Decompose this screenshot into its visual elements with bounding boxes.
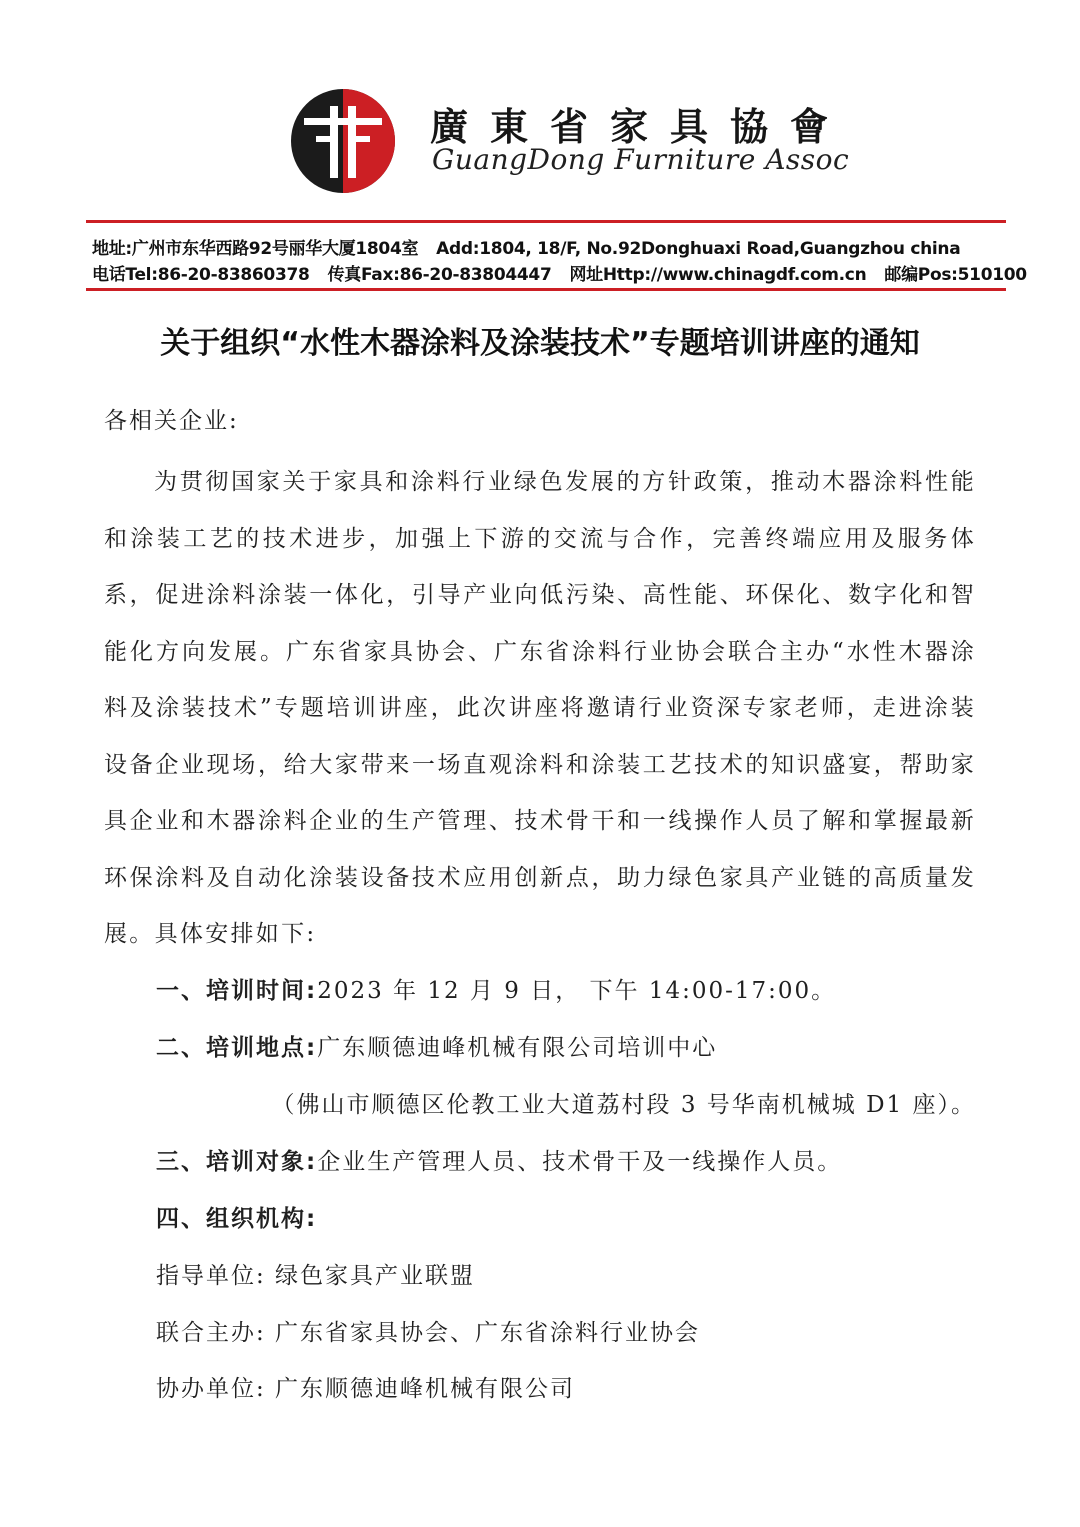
association-logo-icon [290,88,396,194]
organization-label: 四、组织机构: [156,1206,318,1232]
contact-address-line [92,234,960,259]
address-cn: 地址:广州市东华西路92号丽华大厦1804室 [92,239,419,259]
contact-phone-line [92,260,1027,285]
organizer-assisting-unit: 协办单位: 广东顺德迪峰机械有限公司 [156,1376,576,1402]
phone: 电话Tel:86-20-83860378 [92,265,310,285]
org-name-chinese: 廣東省家具協會 [430,104,851,149]
letterhead-divider-bottom [86,288,1006,291]
body-paragraph: 为贯彻国家关于家具和涂料行业绿色发展的方针政策，推动木器涂料性能和涂装工艺的技术进步，加强上下游的交流与合作，完善终端应用及服务体系，促进涂料涂装一体化，引导产业向低污染、高性能、环保化、数字化和智能化方向发展。广东省家具协会、广东省涂料行业协会联合主办“水性木器涂料及涂装技术”专题培训讲座，此次讲座将邀请行业资深专家老师，走进涂装设备企业现场，给大家带来一场直观涂料和涂装工艺技术的知识盛宴，帮助家具企业和木器涂料企业的生产管理、技术骨干和一线操作人员了解和掌握最新环保涂料及自动化涂装设备技术应用创新点，助力绿色家具产业链的高质量发展。具体安排如下: [104,469,976,947]
training-place-value: 广东顺德迪峰机械有限公司培训中心 [317,1035,718,1061]
document-title: 关于组织“水性木器涂料及涂装技术”专题培训讲座的通知 [160,326,920,361]
training-place [156,1029,717,1062]
fax: 传真Fax:86-20-83804447 [327,265,552,285]
letterhead-divider-top [86,220,1006,223]
website: 网址Http://www.chinagdf.com.cn [569,265,867,285]
training-audience [156,1143,842,1176]
postcode: 邮编Pos:510100 [884,265,1027,285]
organizer-co-hosts: 联合主办: 广东省家具协会、广东省涂料行业协会 [156,1320,701,1346]
salutation: 各相关企业: [104,408,239,434]
training-audience-value: 企业生产管理人员、技术骨干及一线操作人员。 [317,1149,843,1175]
org-name-english: GuangDong Furniture Assoc [432,143,850,176]
training-time-value: 2023 年 12 月 9 日， 下午 14:00-17:00。 [317,978,837,1004]
address-en: Add:1804, 18/F, No.92Donghuaxi Road,Guangzhou china [436,239,961,259]
training-audience-label: 三、培训对象: [156,1149,318,1175]
training-time-label: 一、培训时间: [156,978,318,1004]
training-place-address: （佛山市顺德区伦教工业大道荔村段 3 号华南机械城 D1 座）。 [271,1092,976,1118]
training-time [156,972,836,1005]
training-place-label: 二、培训地点: [156,1035,318,1061]
organizer-guiding-unit: 指导单位: 绿色家具产业联盟 [156,1263,476,1289]
organization-heading [156,1200,317,1233]
